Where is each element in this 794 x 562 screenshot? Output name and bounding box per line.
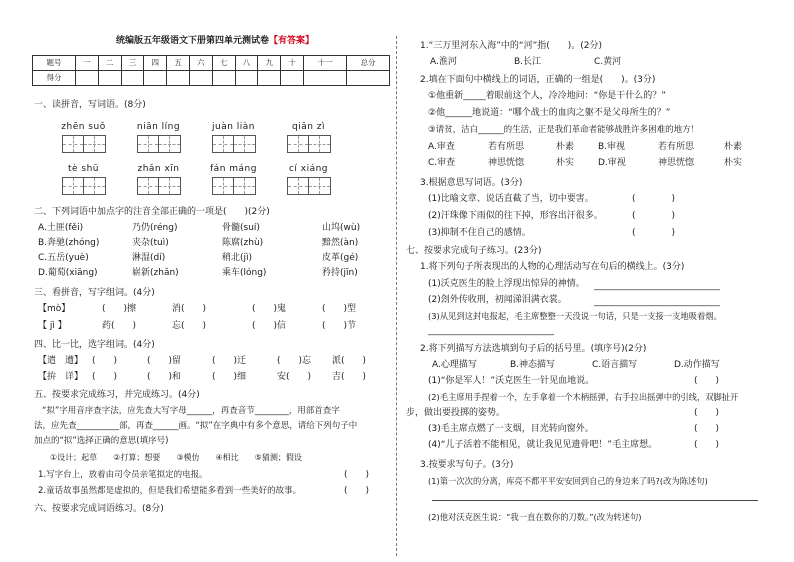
writing-box[interactable] (84, 177, 106, 195)
r7-p1-2: (2)刽外传收刑，初闻涕泪满衣裳。 (428, 295, 567, 305)
s4-r2-2[interactable]: ( )和 (147, 372, 182, 382)
score-col: 七 (212, 56, 235, 71)
s5-answer-2[interactable]: ( ) (344, 486, 370, 496)
s2-opt-b: B.奔驰(zhóng) (38, 238, 100, 248)
s4-r2-3[interactable]: ( )细 (212, 372, 247, 382)
r-q2-s1: ①他重新_____着眼前这个人，冷冷地问：“你是干什么的？” (428, 91, 666, 101)
r-q2: 2.填在下面句中横线上的词语，正确的一组是( )。(3分) (420, 75, 656, 85)
writing-box[interactable] (137, 135, 159, 153)
r-q3-1-answer[interactable]: ( ) (632, 194, 676, 204)
pinyin-item: qiān zì (271, 122, 346, 153)
s4-r2-1[interactable]: ( ) (92, 372, 118, 382)
r-q2-c-3: 朴实 (556, 158, 575, 168)
r7-p2: 2.将下列描写方法选填到句子后的括号里。(填序号)(2分) (420, 344, 647, 354)
score-col: 六 (190, 56, 213, 71)
s5-choices: ①设计；起草 ②打算；想要 ③模仿 ④相比 ⑤猜测；假设 (50, 453, 302, 462)
s5-para-1: “拟”字用音序查字法，应先查大写字母______，再查音节________，用部首查字 (42, 406, 340, 416)
r-q1-opt-c: C.黄河 (594, 57, 622, 67)
r-q3-2: (2)汗珠像下雨似的往下掉，形容出汗很多。 (428, 211, 603, 221)
r7-p2-1-answer[interactable]: ( ) (694, 376, 720, 386)
writing-box[interactable] (309, 135, 331, 153)
pinyin-item: tè shū (46, 164, 121, 195)
r7-p1-2-blank[interactable]: ____________________________ (594, 297, 720, 307)
r7-p2-opt-a: A.心理描写 (432, 360, 477, 370)
s2-opt-d-2: 崭新(zhǎn) (132, 268, 179, 278)
writing-box[interactable] (212, 177, 234, 195)
score-cell[interactable] (281, 71, 304, 86)
pinyin-item: juàn liàn (196, 122, 271, 153)
s3-r1-label: 【mò】 (38, 304, 71, 314)
score-value-row (33, 71, 390, 86)
s5-answer-1[interactable]: ( ) (344, 470, 370, 480)
score-cell[interactable] (121, 71, 144, 86)
s2-opt-d-3: 乘车(lóng) (222, 268, 267, 278)
score-col: 一 (75, 56, 98, 71)
r-q2-d: D.审视 (598, 158, 626, 168)
s2-opt-b-4: 黯然(àn) (322, 238, 359, 248)
s3-r2-label: 【 jì 】 (38, 321, 67, 331)
r7-p3-1-answer-line[interactable] (432, 500, 758, 501)
s4-r2-5[interactable]: 吉( ) (332, 372, 367, 382)
score-col: 四 (144, 56, 167, 71)
section-6-heading: 六、按要求完成词语练习。(8分) (34, 504, 164, 514)
r7-p1-1-blank[interactable]: ____________________________ (594, 281, 720, 291)
writing-box[interactable] (159, 177, 181, 195)
s5-question-2: 2.童话故事虽然都是虚拟的，但是我们希望能多看到一些美好的故事。 (38, 486, 302, 496)
r-q2-d-3: 朴实 (724, 158, 743, 168)
score-col: 三 (121, 56, 144, 71)
score-cell[interactable] (258, 71, 281, 86)
s2-opt-c-4: 皮革(gé) (322, 253, 359, 263)
s4-r1-5[interactable]: 派( ) (332, 356, 367, 366)
score-cell[interactable] (75, 71, 98, 86)
s2-opt-d: D.葡萄(xiāng) (38, 268, 98, 278)
score-col: 九 (258, 56, 281, 71)
r-q2-s3: ③请贫，洁白______的生活，正是我们革命者能够战胜许多困难的地方！ (428, 125, 700, 135)
r7-p1: 1.将下列句子所表现出的人物的心理活动写在句后的横线上。(3分) (420, 262, 685, 272)
r-q1-opt-b: B.长江 (514, 57, 542, 67)
section-7-heading: 七、按要求完成句子练习。(23分) (406, 246, 542, 256)
writing-box[interactable] (84, 135, 106, 153)
writing-box[interactable] (234, 135, 256, 153)
r7-p3-1: (1)第一次次的分离，库亮不都平平安安回到自己的身边来了吗?(改为陈述句) (428, 476, 708, 486)
score-cell[interactable] (167, 71, 190, 86)
writing-box[interactable] (62, 177, 84, 195)
s3-r1-1[interactable]: ( )擦 (102, 304, 137, 314)
score-col: 十 (281, 56, 304, 71)
r7-p1-3: (3)从见到这封电报起，毛主席整整一天没说一句话，只是一支接一支地吸着烟。 (428, 311, 722, 321)
score-col: 五 (167, 56, 190, 71)
r7-p3-2: (2)他对沃克医生说：“我一直在数你的刀数。”(改为转述句) (428, 512, 642, 522)
r7-p2-2b: 步，做出要投掷的姿势。 (406, 408, 506, 418)
r7-p1-3-blank[interactable]: ____________________________ (428, 326, 554, 336)
r-q3: 3.根据意思写词语。(3分) (420, 178, 523, 188)
column-divider (396, 36, 397, 556)
section-3-heading: 三、看拼音，写字组词。(4分) (34, 288, 155, 298)
pinyin-row-1 (46, 122, 346, 153)
s4-r2-4[interactable]: 安( ) (277, 372, 312, 382)
s2-opt-a-3: 骨髓(suí) (222, 223, 260, 233)
section-5-heading: 五、按要求完成练习，并完成练习。(4分) (34, 390, 200, 400)
r-q2-b-2: 若有所思 (658, 142, 695, 152)
s3-r2-2[interactable]: 忘( ) (172, 321, 207, 331)
score-col: 二 (98, 56, 121, 71)
r7-p2-opt-b: B.神态描写 (510, 360, 556, 370)
pinyin-item: niān líng (121, 122, 196, 153)
r-q3-3: (3)抑制不住自己的感情。 (428, 228, 531, 238)
writing-box[interactable] (212, 135, 234, 153)
pinyin-item: zhǎn xīn (121, 164, 196, 195)
s5-para-2: 法，应先查__________部，再查______画。“拟”在字典中有多个意思，请给下列句子中 (34, 421, 358, 431)
r-q2-b: B.审视 (598, 142, 626, 152)
s2-opt-c-2: 淋湿(dí) (132, 253, 166, 263)
r7-p2-4: (4)“儿子活着不能相见，就让我见见遗骨吧！”毛主席想。 (428, 440, 658, 450)
r7-p2-4-answer[interactable]: ( ) (694, 440, 720, 450)
s4-r1-1[interactable]: ( ) (92, 356, 118, 366)
r7-p2-3-answer[interactable]: ( ) (694, 424, 720, 434)
r7-p2-opt-c: C.语言描写 (592, 360, 638, 370)
s2-opt-c-3: 稍北(jì) (222, 253, 253, 263)
r-q3-2-answer[interactable]: ( ) (632, 211, 676, 221)
score-cell[interactable] (235, 71, 258, 86)
writing-box[interactable] (309, 177, 331, 195)
r-q2-b-3: 朴素 (724, 142, 743, 152)
writing-box[interactable] (234, 177, 256, 195)
s3-r1-3[interactable]: ( )鬼 (252, 304, 287, 314)
score-col: 题号 (33, 56, 76, 71)
r-q3-3-answer[interactable]: ( ) (632, 228, 676, 238)
writing-box[interactable] (137, 177, 159, 195)
r-q3-1: (1)比喻文章、说话直截了当，切中要害。 (428, 194, 594, 204)
pinyin-item: fán máng (196, 164, 271, 195)
s5-para-3: 加点的“拟”选择正确的意思(填序号) (34, 436, 169, 446)
s4-r2-label: 【拚 详】 (38, 372, 84, 382)
s4-r1-4[interactable]: ( )忘 (277, 356, 312, 366)
r7-p2-2a: (2)毛主席用手捏着一个，左手拿着一个木柄摇弹，右手拉出摇弹中的引线，双脚扯开 (428, 392, 739, 402)
pinyin-item: cí xiáng (271, 164, 346, 195)
s2-opt-a-2: 乃仍(réng) (132, 223, 178, 233)
s4-r1-3[interactable]: ( )迁 (212, 356, 247, 366)
right-column (404, 0, 766, 562)
r-q2-c-2: 神思恍惚 (488, 158, 525, 168)
s5-question-1: 1.写字台上，放着由司令员亲笔拟定的电报。 (38, 470, 208, 480)
score-col: 八 (235, 56, 258, 71)
writing-box[interactable] (287, 177, 309, 195)
r-q2-a-3: 朴素 (556, 142, 575, 152)
r7-p2-3: (3)毛主席点燃了一支烟，目光转向窗外。 (428, 424, 594, 434)
s2-opt-a: A.土匪(fěi) (38, 223, 84, 233)
s4-r1-label: 【遣 遭】 (38, 356, 84, 366)
writing-box[interactable] (62, 135, 84, 153)
score-cell[interactable] (347, 71, 390, 86)
r-q1-opt-a: A.淮河 (430, 57, 457, 67)
s2-opt-d-4: 矜持(jīn) (322, 268, 358, 278)
s2-opt-a-4: 山坞(wù) (322, 223, 361, 233)
r7-p2-2-answer[interactable]: ( ) (694, 408, 720, 418)
r-q2-c: C.审查 (428, 158, 456, 168)
s2-opt-b-2: 夹杂(tuì) (132, 238, 169, 248)
section-4-heading: 四、比一比，选字组词。(4分) (34, 340, 155, 350)
r7-p2-opt-d: D.动作描写 (674, 360, 720, 370)
writing-box[interactable] (287, 135, 309, 153)
writing-box[interactable] (159, 135, 181, 153)
s3-r1-2[interactable]: 消( ) (172, 304, 207, 314)
r-q2-a: A.审查 (428, 142, 455, 152)
s4-r1-2[interactable]: ( )留 (147, 356, 182, 366)
score-cell[interactable] (98, 71, 121, 86)
r7-p2-1: (1)“你是军人！”沃克医生一针见血地说。 (428, 376, 595, 386)
score-table (32, 55, 390, 86)
section-1-heading: 一、读拼音，写词语。(8分) (34, 100, 146, 110)
r7-p1-1: (1)沃克医生的脸上浮现出惊异的神情。 (428, 279, 585, 289)
s2-opt-c: C.五岳(yuè) (38, 253, 89, 263)
pinyin-item: zhēn suǒ (46, 122, 121, 153)
answer-tag: 【有答案】 (269, 36, 315, 46)
s3-r2-3[interactable]: ( )信 (252, 321, 287, 331)
r-q2-a-2: 若有所思 (488, 142, 525, 152)
score-col: 十一 (304, 56, 347, 71)
score-header-row (33, 56, 390, 71)
s3-r1-4[interactable]: ( )型 (322, 304, 357, 314)
page-title: 统编版五年级语文下册第四单元测试卷【有答案】 (116, 36, 315, 46)
r-q1: 1.“三万里河东入海”中的“河”指( )。(2分) (420, 41, 603, 51)
score-cell[interactable] (212, 71, 235, 86)
left-column (32, 0, 390, 562)
r-q2-d-2: 神思恍惚 (658, 158, 695, 168)
pinyin-row-2 (46, 164, 346, 195)
r7-p3: 3.按要求写句子。(3分) (420, 460, 514, 470)
score-cell[interactable] (304, 71, 347, 86)
s2-opt-b-3: 陈腐(zhù) (222, 238, 264, 248)
s3-r2-1[interactable]: 药( ) (102, 321, 137, 331)
r-q2-s2: ②他______地说道：“哪个战士的血肉之躯不是父母所生的？” (428, 108, 671, 118)
score-col: 总分 (347, 56, 390, 71)
score-row-label: 得分 (33, 71, 76, 86)
score-cell[interactable] (144, 71, 167, 86)
score-cell[interactable] (190, 71, 213, 86)
section-2-heading: 二、下列词语中加点字的注音全部正确的一项是( )(2分) (34, 207, 270, 217)
s3-r2-4[interactable]: ( )节 (322, 321, 357, 331)
